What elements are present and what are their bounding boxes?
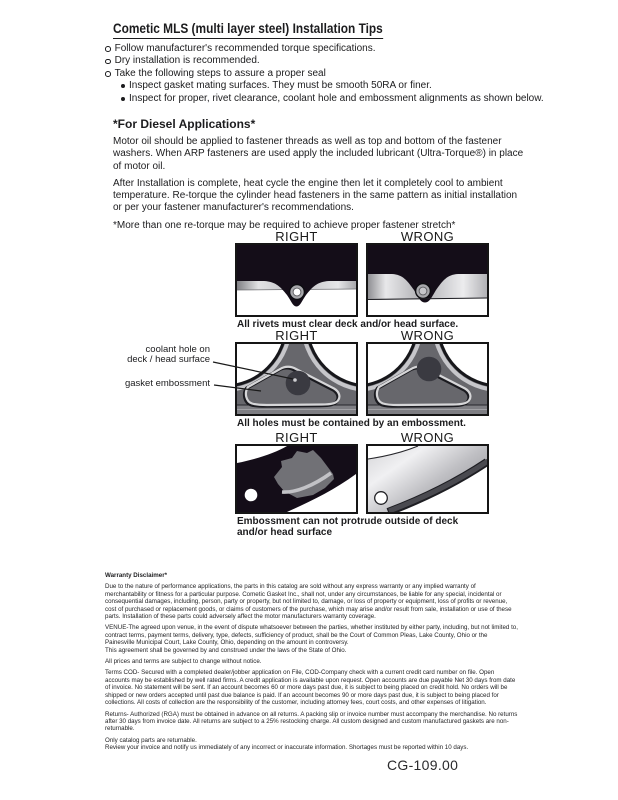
retorque-note: *More than one re-torque may be required to achieve proper fastener stretch* (113, 219, 456, 231)
paragraph: After Installation is complete, heat cycle the engine then let it completely cool to ambient temperature. Re-torque the cylinder head fasteners in the same pattern as initial installation or per your fastener manufacturer's recommendations. (113, 177, 518, 214)
embossment-right-diagram (235, 342, 358, 416)
tip-text: Follow manufacturer's recommended torque specifications. (114, 43, 376, 54)
protrusion-wrong-diagram (366, 444, 489, 514)
right-label: RIGHT (275, 328, 318, 343)
rivet-wrong-diagram (366, 243, 489, 317)
page-title: Cometic MLS (multi layer steel) Installation Tips (113, 21, 383, 39)
fineprint-paragraph: VENUE-The agreed upon venue, in the event of dispute whatsoever between the parties, whether instituted by either party, including, but not limited to, contract terms, payment terms, delivery, type, defects, sufficiency of product, shall be the Court of Common Pleas, Lake County, Ohio or the Painesville Municipal Court, Lake County, Ohio, depending on the amount in controversy. (105, 624, 518, 647)
fineprint-paragraph: Terms COD- Secured with a completed dealer/jobber application on File, COD-Company check with a current credit card number on file. Open accounts may be established by well rated firms. A credit application is available upon request. Open accounts are due payable Net 30 days from date of invoice. No statement will be sent. If an account becomes 60 or more days past due, it is subject to being placed on credit hold. No orders will be shipped or new orders accepted until past due balance is paid. If an account becomes 90 or more days past due, it is subject to being placed for collections. All costs of collection are the responsibility of the customer, including attorney fees, court costs, and other expenses of litigation. (105, 669, 516, 707)
tip-text: Dry installation is recommended. (114, 55, 260, 67)
fig3-caption-line1: Embossment can not protrude outside of deck (237, 516, 459, 527)
fineprint-paragraph: Review your invoice and notify us immediately of any incorrect or inaccurate information. Shortages must be reported within 10 days. (105, 744, 469, 752)
fig3-caption-line2: and/or head surface (237, 527, 333, 538)
fineprint-paragraph: Due to the nature of performance applications, the parts in this catalog are sold without any express warranty or any implied warranty of merchantability or fitness for a particular purpose. Cometic Gasket Inc., shall not, under any circumstances, be liable for any special, incidental or consequential damages, including, person, party or property, but not limited to, damage, or loss of property or equipment, loss of profits or revenue, cost of purchased or replacement goods, or claims of customers of the purchase, which may arise and/or result from sale, installation or use of these parts. Installation of these parts could adversely affect the motor manufacturers warranty coverage. (105, 583, 512, 621)
fineprint-paragraph: Only catalog parts are returnable. (105, 736, 197, 744)
list-item (105, 43, 544, 55)
open-bullet-icon (105, 71, 111, 77)
fineprint-heading: Warranty Disclaimer* (105, 572, 168, 579)
list-item (105, 68, 544, 80)
paragraph: Motor oil should be applied to fastener threads as well as top and bottom of the fastener washers. When ARP fasteners are used apply the included lubricant (Ultra-Torque®) in place of motor oil. (113, 136, 524, 172)
document-code: CG-109.00 (387, 757, 459, 773)
right-label: RIGHT (275, 229, 318, 244)
fig2-caption: All holes must be contained by an embossment. (237, 418, 466, 429)
filled-bullet-icon (121, 97, 125, 101)
callout-text: gasket embossment (124, 378, 210, 389)
diesel-applications-section (113, 118, 528, 232)
callout-text: coolant hole on (145, 344, 210, 355)
list-item (105, 55, 544, 67)
fineprint-paragraph: This agreement shall be governed by and construed under the laws of the State of Ohio. (105, 646, 347, 654)
open-bullet-icon (105, 59, 111, 65)
warranty-disclaimer-section (105, 572, 518, 756)
installation-tips-list (105, 43, 544, 105)
gasket-embossment-callout (80, 379, 210, 389)
rivet-right-diagram (235, 243, 358, 317)
embossment-wrong-diagram (366, 342, 489, 416)
wrong-label: WRONG (400, 229, 455, 244)
section-heading: *For Diesel Applications* (113, 117, 256, 131)
fineprint-paragraph: All prices and terms are subject to change without notice. (105, 658, 262, 666)
wrong-label: WRONG (400, 328, 455, 343)
tip-text: Inspect for proper, rivet clearance, coolant hole and embossment alignments as shown below. (129, 92, 544, 104)
fineprint-paragraph: Returns- Authorized (RGA) must be obtained in advance on all returns. A packing slip or invoice number must accompany the merchandise. No returns after 30 days from invoice date. All returns are subject to a 25% restocking charge. All custom designed and custom manufactured gaskets are non-returnable. (105, 710, 518, 733)
coolant-hole-callout (80, 345, 210, 364)
list-item (121, 93, 544, 105)
fig1-caption: All rivets must clear deck and/or head surface. (237, 319, 459, 330)
open-bullet-icon (105, 46, 111, 52)
tip-text: Inspect gasket mating surfaces. They must be smooth 50RA or finer. (129, 80, 432, 92)
list-item (121, 80, 544, 92)
wrong-label: WRONG (400, 430, 455, 445)
callout-text: deck / head surface (127, 353, 210, 365)
filled-bullet-icon (121, 84, 125, 88)
protrusion-right-diagram (235, 444, 358, 514)
tip-text: Take the following steps to assure a proper seal (114, 67, 326, 79)
right-label: RIGHT (275, 430, 318, 445)
